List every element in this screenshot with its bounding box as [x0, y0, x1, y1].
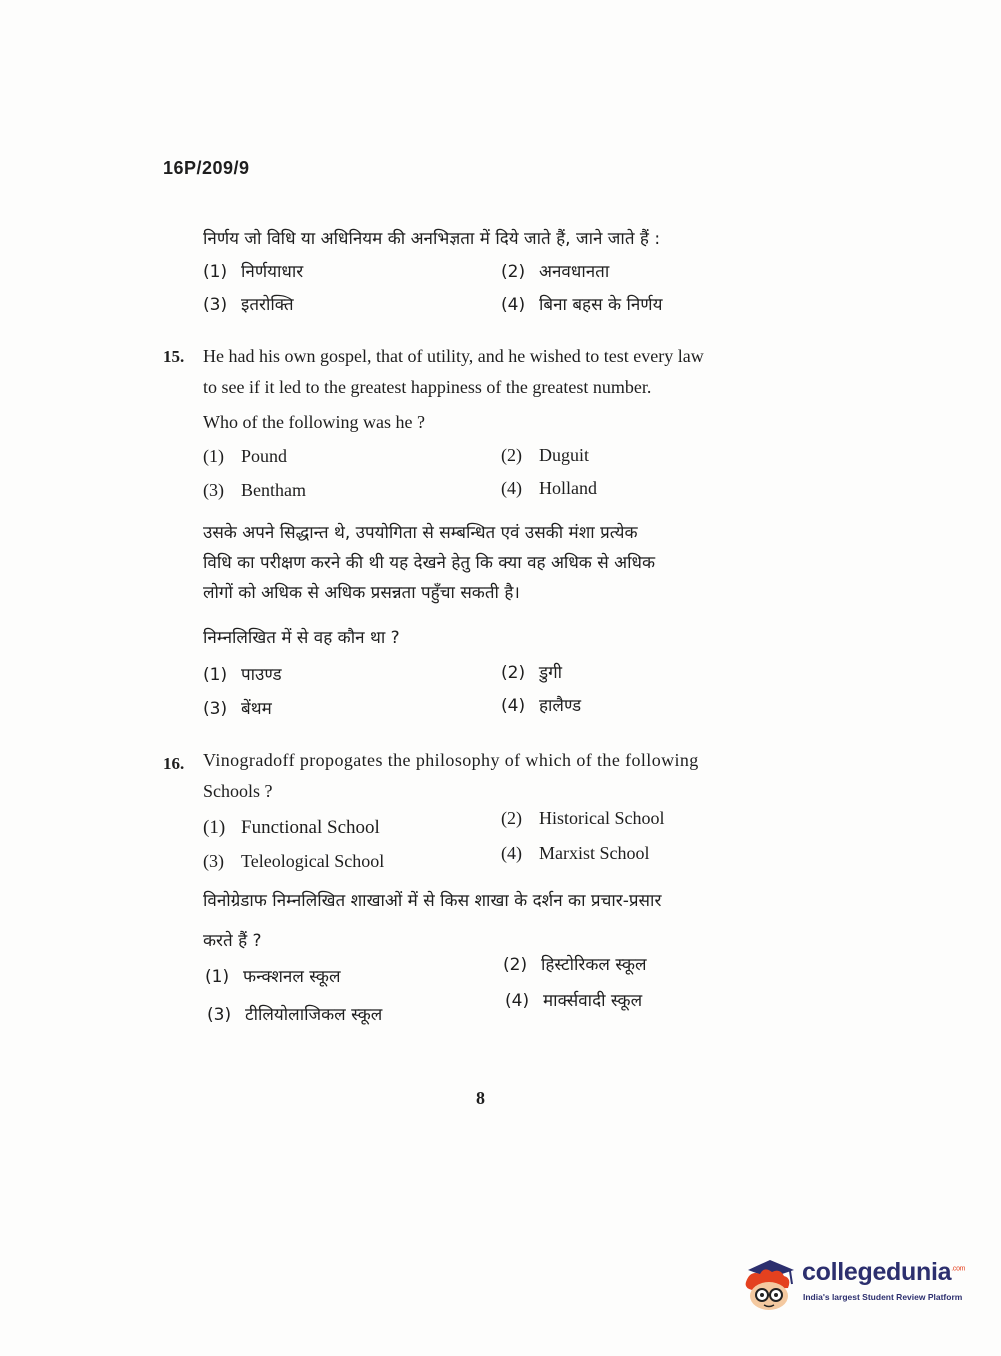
q14-hindi-option-4: (4) बिना बहस के निर्णय — [501, 295, 663, 315]
q16-option-3: (3) Teleological School — [203, 851, 385, 871]
q14-hindi-option-3: (3) इतरोक्ति — [203, 295, 294, 315]
q16-option-2: (2) Historical School — [501, 808, 665, 828]
q16-hindi-option-1: (1) फन्क्शनल स्कूल — [205, 967, 341, 987]
q15-question: Who of the following was he ? — [203, 412, 425, 432]
q15-option-1: (1) Pound — [203, 446, 288, 466]
q16-number: 16. — [163, 754, 185, 773]
q14-hindi-option-2: (2) अनवधानता — [501, 262, 610, 282]
q15-stem-line-2: to see if it led to the greatest happiness of the greatest number. — [203, 377, 652, 397]
logo-wordmark: collegedunia$^{.com}$ — [802, 1258, 966, 1286]
q16-hindi-line-1: विनोग्रेडाफ निम्नलिखित शाखाओं में से किस शाखा के दर्शन का प्रचार-प्रसार — [203, 891, 662, 911]
q15-hindi-option-1: (1) पाउण्ड — [203, 665, 282, 685]
q16-option-1: (1) Functional School — [203, 817, 380, 838]
page-number: 8 — [476, 1088, 485, 1108]
q14-hindi-option-1: (1) निर्णयाधार — [203, 262, 304, 282]
q15-hindi-line-2: विधि का परीक्षण करने की थी यह देखने हेतु कि क्या वह अधिक से अधिक — [203, 553, 656, 573]
q16-stem-line-1: Vinogradoff propogates the philosophy of which of the following — [203, 750, 699, 770]
q16-hindi-option-4: (4) मार्क्सवादी स्कूल — [505, 991, 643, 1011]
q15-number: 15. — [163, 347, 185, 366]
q15-option-3: (3) Bentham — [203, 480, 306, 500]
q15-option-2: (2) Duguit — [501, 445, 590, 465]
q15-hindi-option-3: (3) बेंथम — [203, 699, 272, 719]
q15-hindi-question: निम्नलिखित में से वह कौन था ? — [203, 628, 400, 648]
q15-hindi-line-3: लोगों को अधिक से अधिक प्रसन्नता पहुँचा सकती है। — [203, 583, 520, 603]
q15-stem-line-1: He had his own gospel, that of utility, and he wished to test every law — [203, 346, 704, 366]
q15-hindi-option-2: (2) डुगी — [501, 663, 563, 683]
q14-hindi-stem: निर्णय जो विधि या अधिनियम की अनभिज्ञता में दिये जाते हैं, जाने जाते हैं : — [203, 229, 661, 249]
q15-hindi-option-4: (4) हालैण्ड — [501, 696, 582, 716]
logo-tagline: India's largest Student Review Platform — [803, 1292, 963, 1302]
q16-hindi-option-2: (2) हिस्टोरिकल स्कूल — [503, 955, 647, 975]
q15-hindi-line-1: उसके अपने सिद्धान्त थे, उपयोगिता से सम्बन्धित एवं उसकी मंशा प्रत्येक — [203, 523, 638, 543]
q16-hindi-line-2: करते हैं ? — [203, 931, 262, 951]
q15-option-4: (4) Holland — [501, 478, 597, 498]
logo-suffix: .com — [951, 1265, 966, 1273]
q16-hindi-option-3: (3) टीलियोलाजिकल स्कूल — [207, 1005, 383, 1025]
paper-code: 16P/209/9 — [163, 158, 250, 178]
q16-stem-line-2: Schools ? — [203, 781, 273, 801]
mascot-icon — [742, 1252, 800, 1312]
q16-option-4: (4) Marxist School — [501, 843, 650, 863]
collegedunia-logo[interactable] — [742, 1252, 972, 1312]
